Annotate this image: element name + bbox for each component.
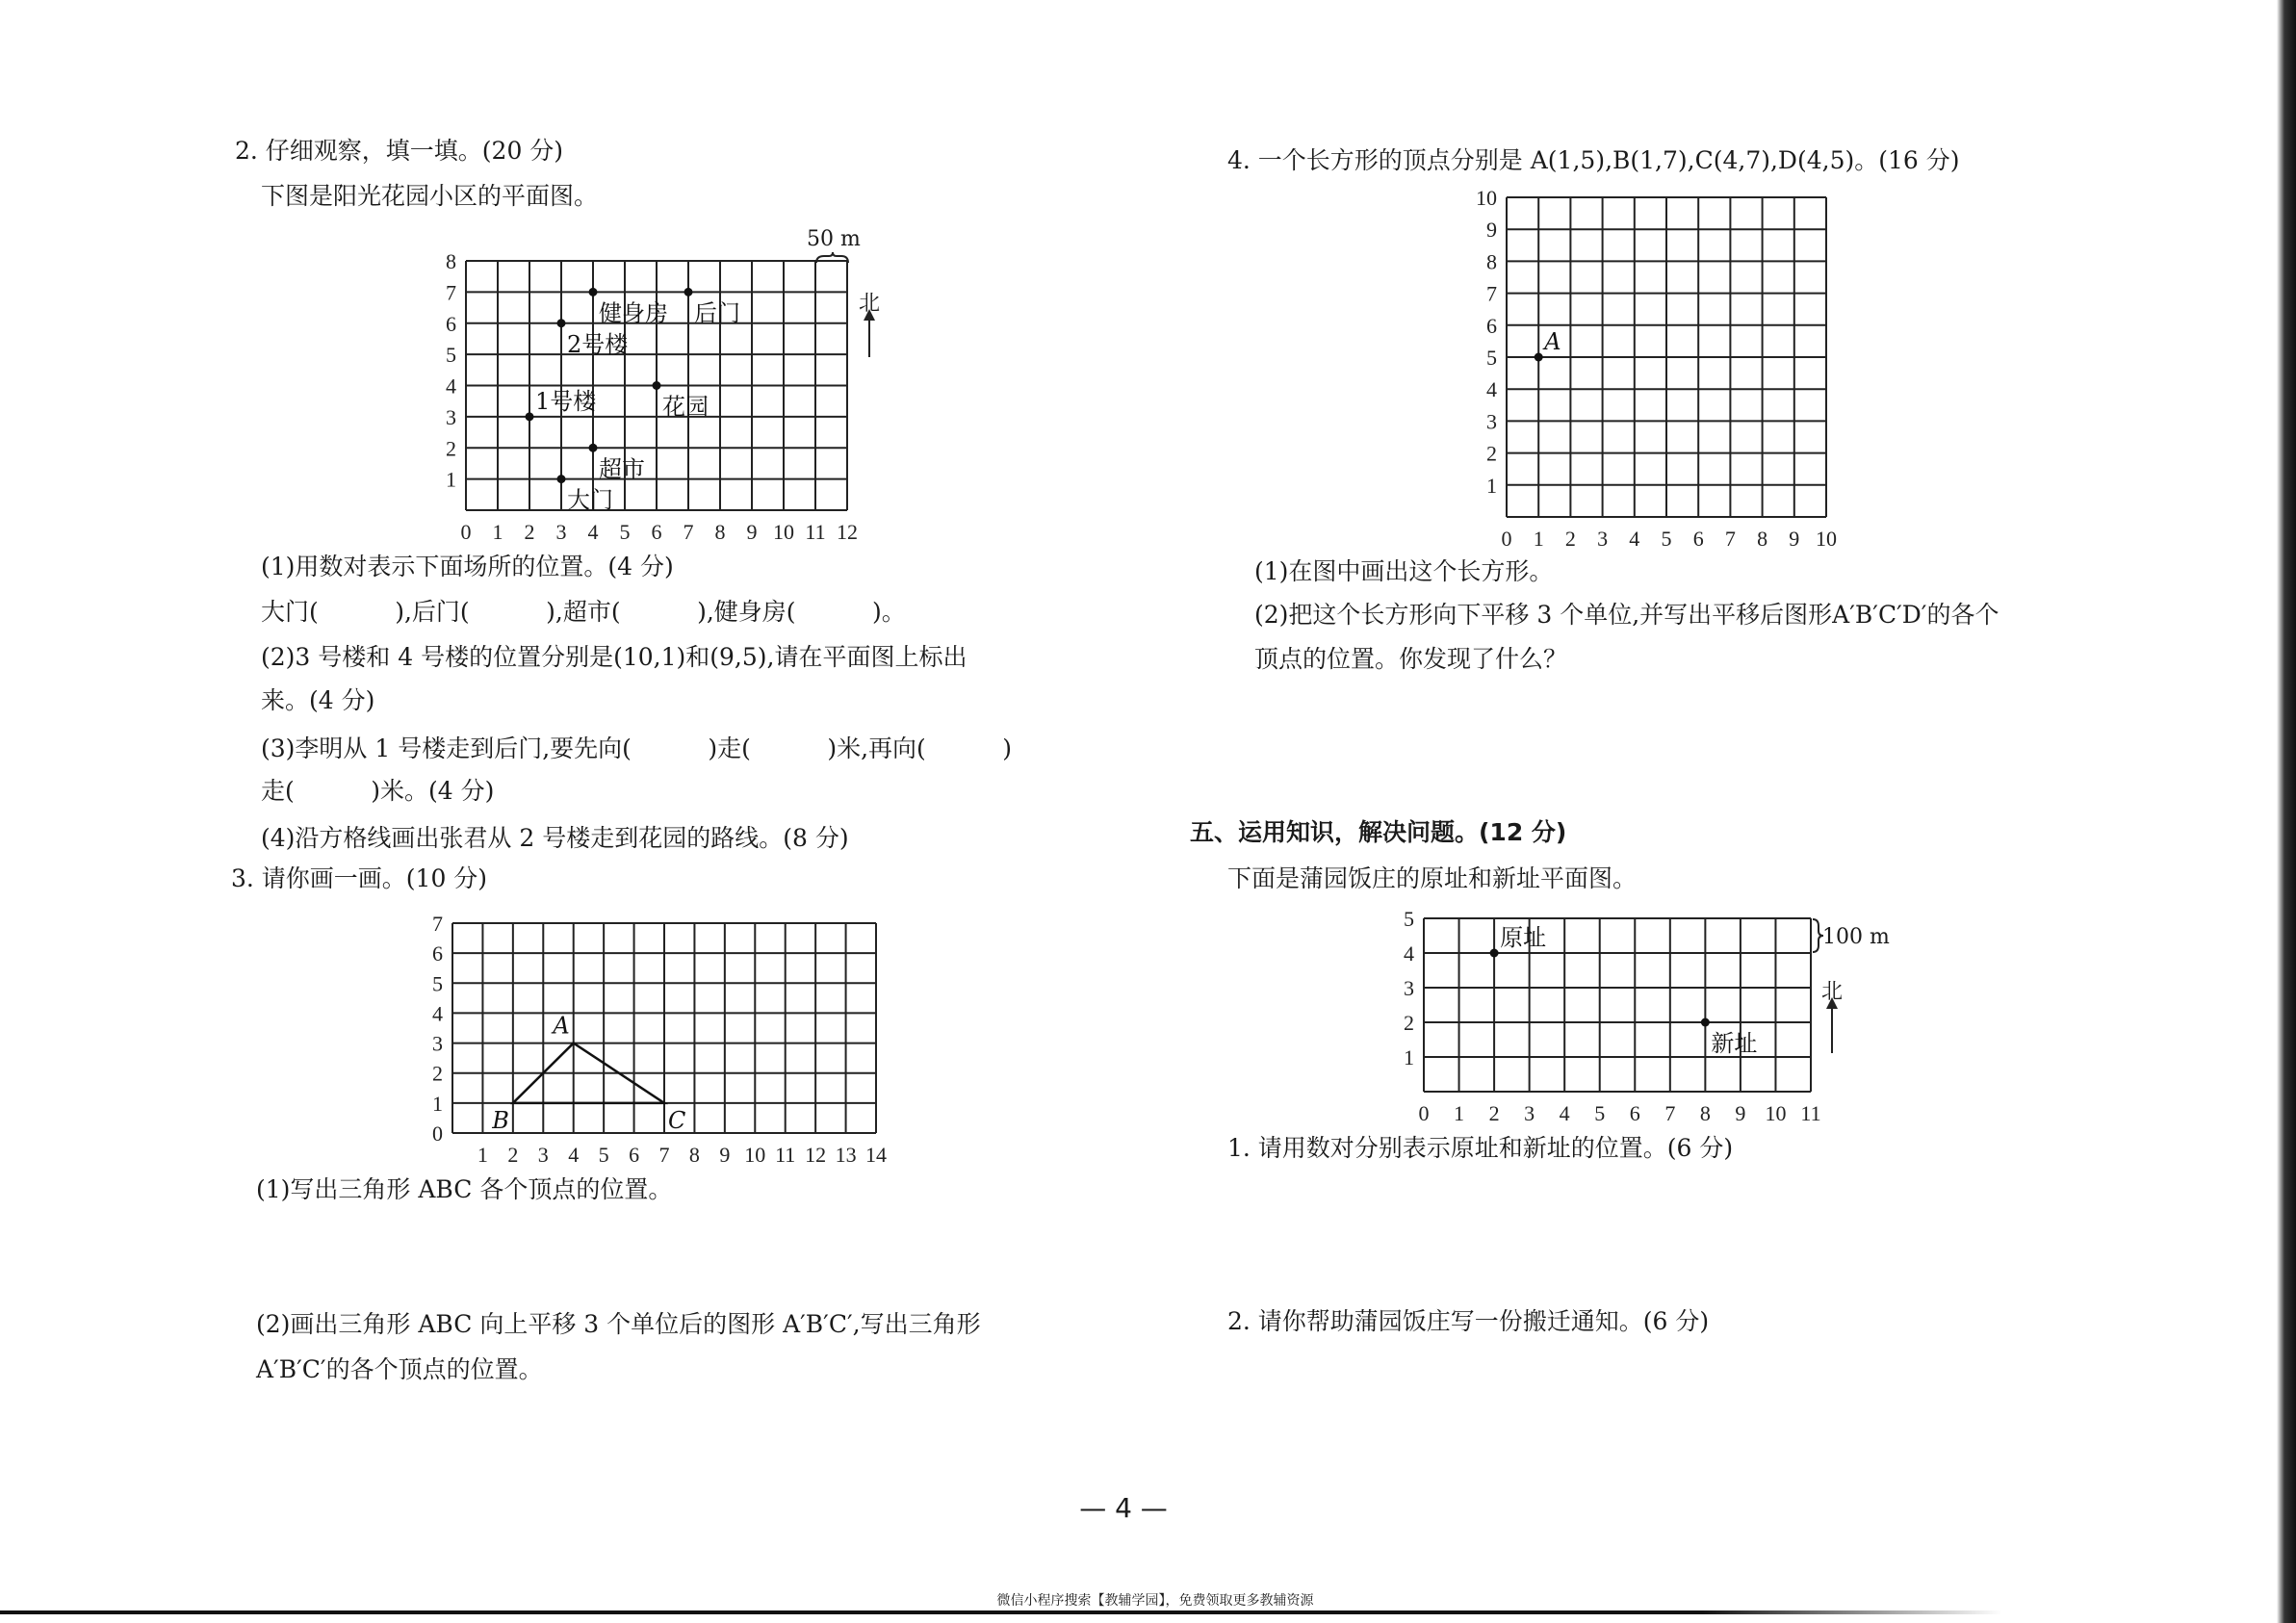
x-tick-label: 4: [568, 1143, 580, 1167]
x-tick-label: 8: [1757, 527, 1768, 551]
point-label: 大门: [567, 486, 613, 514]
y-tick-label: 5: [446, 343, 456, 368]
y-tick-label: 2: [432, 1061, 443, 1086]
x-tick-label: 4: [1559, 1101, 1570, 1125]
scale-label: 50 m: [807, 227, 861, 251]
q3-title: 3. 请你画一画。(10 分): [231, 864, 488, 892]
x-tick-label: 9: [719, 1143, 731, 1167]
x-tick-label: 13: [835, 1143, 857, 1167]
y-tick-label: 5: [432, 971, 443, 996]
x-tick-label: 6: [651, 520, 662, 544]
page-number: — 4 —: [1079, 1492, 1168, 1524]
x-tick-label: 7: [658, 1143, 670, 1167]
y-tick-label: 4: [1486, 377, 1497, 402]
q2-sub1-blanks[interactable]: 大门( ),后门( ),超市( ),健身房( )。: [261, 598, 906, 626]
point-marker: [589, 444, 598, 452]
x-tick-label: 1: [477, 1143, 488, 1167]
x-tick-label: 5: [1661, 527, 1672, 551]
y-tick-label: 3: [432, 1031, 443, 1056]
restaurant-map-grid[interactable]: [1404, 907, 1821, 1125]
garden-map-grid[interactable]: [446, 249, 858, 544]
y-tick-label: 1: [1486, 473, 1497, 498]
x-tick-label: 5: [1594, 1101, 1606, 1125]
q2-sub1: (1)用数对表示下面场所的位置。(4 分): [261, 553, 674, 580]
x-tick-label: 8: [1699, 1101, 1711, 1125]
x-tick-label: 12: [805, 1143, 827, 1167]
x-tick-label: 3: [1597, 527, 1609, 551]
q3-sub1: (1)写出三角形 ABC 各个顶点的位置。: [256, 1175, 673, 1203]
point-marker: [653, 381, 661, 390]
rectangle-grid[interactable]: [1476, 186, 1837, 551]
y-tick-label: 8: [1486, 249, 1497, 274]
q4-sub1: (1)在图中画出这个长方形。: [1254, 557, 1554, 585]
y-tick-label: 7: [446, 280, 456, 305]
q2-sub4: (4)沿方格线画出张君从 2 号楼走到花园的路线。(8 分): [261, 824, 849, 852]
q3-sub2-line1: (2)画出三角形 ABC 向上平移 3 个单位后的图形 A′B′C′,写出三角形: [256, 1310, 981, 1338]
point-marker: [1535, 353, 1543, 362]
y-tick-label: 2: [1486, 441, 1497, 466]
point-marker: [1701, 1018, 1710, 1027]
y-tick-label: 1: [446, 467, 456, 492]
x-tick-label: 2: [1488, 1101, 1500, 1125]
point-label: 超市: [599, 455, 645, 483]
x-tick-label: 4: [1629, 527, 1640, 551]
y-tick-label: 6: [432, 941, 443, 966]
scan-edge: [2277, 0, 2296, 1623]
point-label: 新址: [1711, 1030, 1758, 1057]
y-tick-label: 6: [446, 311, 456, 336]
point-marker: [557, 475, 566, 483]
x-tick-label: 1: [492, 520, 503, 544]
x-tick-label: 1: [1454, 1101, 1465, 1125]
y-tick-label: 8: [446, 249, 456, 273]
y-tick-label: 2: [1404, 1011, 1414, 1035]
point-marker: [1490, 949, 1499, 958]
y-tick-label: 7: [1486, 281, 1497, 306]
x-tick-label: 8: [714, 520, 726, 544]
q2-sub2-line1: (2)3 号楼和 4 号楼的位置分别是(10,1)和(9,5),请在平面图上标出: [261, 643, 967, 671]
north-arrow-icon: [868, 319, 870, 357]
x-tick-label: 7: [1664, 1101, 1676, 1125]
north-indicator: [855, 287, 884, 357]
x-tick-label: 0: [460, 520, 472, 544]
point-label: A: [553, 1012, 570, 1040]
point-label: 1号楼: [535, 387, 597, 415]
north-label: 北: [858, 292, 880, 316]
x-tick-label: 6: [629, 1143, 640, 1167]
north-arrow-icon: [1831, 1007, 1833, 1053]
north-indicator: [1818, 975, 1846, 1053]
y-tick-label: 4: [446, 374, 456, 399]
x-tick-label: 3: [555, 520, 567, 544]
y-tick-label: 10: [1476, 186, 1497, 210]
x-tick-label: 11: [775, 1143, 796, 1167]
point-label: 健身房: [599, 299, 668, 327]
x-tick-label: 9: [746, 520, 758, 544]
x-tick-label: 3: [537, 1143, 549, 1167]
x-tick-label: 10: [773, 520, 794, 544]
q4-sub2-line2: 顶点的位置。你发现了什么？: [1254, 645, 1568, 673]
y-tick-label: 1: [1404, 1045, 1414, 1069]
y-tick-label: 7: [432, 912, 443, 936]
footer-rule: [0, 1610, 2002, 1614]
x-tick-label: 2: [524, 520, 535, 544]
q2-title: 2. 仔细观察，填一填。(20 分): [235, 137, 564, 165]
y-tick-label: 3: [1486, 409, 1497, 434]
y-tick-label: 4: [432, 1001, 443, 1026]
section5-q1: 1. 请用数对分别表示原址和新址的位置。(6 分): [1227, 1134, 1734, 1162]
y-tick-label: 5: [1486, 346, 1497, 370]
q4-title: 4. 一个长方形的顶点分别是 A(1,5),B(1,7),C(4,7),D(4,5)。(16 分): [1227, 146, 1960, 174]
y-tick-label: 1: [432, 1091, 443, 1116]
point-marker: [684, 288, 693, 296]
x-tick-label: 9: [1735, 1101, 1746, 1125]
x-tick-label: 2: [1564, 527, 1576, 551]
y-tick-label: 4: [1404, 941, 1414, 966]
point-label: A: [1544, 328, 1561, 355]
x-tick-label: 12: [837, 520, 858, 544]
q2-sub3-line2[interactable]: 走( )米。(4 分): [261, 777, 495, 805]
y-tick-label: 9: [1486, 218, 1497, 243]
point-marker: [589, 288, 598, 296]
q4-sub2-line1: (2)把这个长方形向下平移 3 个单位,并写出平移后图形A′B′C′D′的各个: [1254, 601, 1999, 629]
section5-intro: 下面是蒲园饭庄的原址和新址平面图。: [1227, 864, 1638, 892]
x-tick-label: 10: [1816, 527, 1837, 551]
y-tick-label: 3: [1404, 976, 1414, 1000]
footer-note: 微信小程序搜索【教辅学园】，免费领取更多教辅资源: [996, 1593, 1314, 1609]
q2-intro: 下图是阳光花园小区的平面图。: [261, 182, 599, 210]
point-label: C: [668, 1106, 686, 1134]
y-tick-label: 5: [1404, 907, 1414, 931]
section5-heading: 五、运用知识，解决问题。(12 分): [1190, 818, 1567, 846]
point-marker: [526, 412, 534, 421]
x-tick-label: 5: [598, 1143, 609, 1167]
x-tick-label: 11: [805, 520, 826, 544]
y-tick-label: 3: [446, 404, 456, 429]
point-label: 2号楼: [567, 330, 629, 358]
north-label: 北: [1820, 980, 1843, 1004]
x-tick-label: 1: [1533, 527, 1544, 551]
x-tick-label: 10: [1765, 1101, 1787, 1125]
point-label: 后门: [694, 299, 740, 327]
triangle-grid[interactable]: [432, 912, 887, 1167]
x-tick-label: 7: [683, 520, 694, 544]
q2-sub2-line2: 来。(4 分): [261, 686, 375, 714]
x-tick-label: 6: [1692, 527, 1704, 551]
x-tick-label: 4: [587, 520, 599, 544]
q3-sub2-line2: A′B′C′的各个顶点的位置。: [256, 1355, 543, 1383]
x-tick-label: 2: [507, 1143, 519, 1167]
x-tick-label: 7: [1724, 527, 1736, 551]
section5-q2: 2. 请你帮助蒲园饭庄写一份搬迁通知。(6 分): [1227, 1307, 1710, 1335]
x-tick-label: 11: [1800, 1101, 1821, 1125]
x-tick-label: 5: [619, 520, 631, 544]
x-tick-label: 10: [744, 1143, 766, 1167]
x-tick-label: 8: [688, 1143, 700, 1167]
y-tick-label: 2: [446, 436, 456, 461]
point-label: 原址: [1500, 924, 1547, 951]
scale-brace: [815, 252, 850, 264]
x-tick-label: 3: [1524, 1101, 1535, 1125]
point-label: B: [492, 1106, 509, 1134]
x-tick-label: 0: [1501, 527, 1512, 551]
q2-sub3-line1[interactable]: (3)李明从 1 号楼走到后门,要先向( )走( )米,再向( ): [261, 734, 1013, 762]
y-tick-label: 0: [432, 1121, 443, 1146]
x-tick-label: 0: [1418, 1101, 1430, 1125]
scale-label: 100 m: [1822, 925, 1890, 949]
x-tick-label: 14: [865, 1143, 887, 1167]
point-label: 花园: [662, 393, 709, 421]
x-tick-label: 9: [1789, 527, 1800, 551]
x-tick-label: 6: [1629, 1101, 1640, 1125]
y-tick-label: 6: [1486, 313, 1497, 338]
point-marker: [557, 319, 566, 327]
